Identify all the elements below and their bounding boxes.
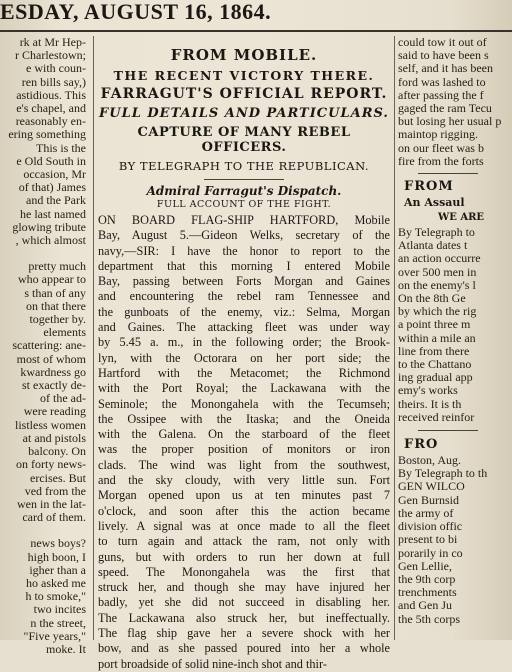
article-line: The Lackawana also struck her, but ineffectually.	[98, 610, 390, 625]
left-column-line: , which almost	[15, 233, 86, 248]
article-line: badly, yet she did not succeed in disabling her.	[98, 595, 390, 610]
left-column-line: n the street,	[30, 615, 86, 630]
right-top-text	[398, 36, 512, 168]
left-column-line: st exactly de-	[22, 378, 86, 393]
right-column-line: ing gradual app	[398, 370, 473, 385]
right-column-line: Boston, Aug.	[398, 453, 462, 468]
subhead-dispatch: Admiral Farragut's Dispatch.	[146, 184, 342, 198]
article-line: Bay, August 5.—Gideon Welks, secretary of the	[98, 228, 390, 243]
headline-from-mobile: FROM MOBILE.	[170, 46, 318, 64]
right-column	[398, 36, 512, 640]
right-column-line: porarily in co	[398, 545, 463, 560]
article-line: and Gaines. The attacking fleet was under way	[98, 320, 390, 335]
right-column-line: By Telegraph to th	[398, 466, 488, 481]
left-column-line: glowing tribute	[12, 219, 86, 234]
article-line: bow, and as she passed poured into her a whole	[98, 641, 390, 656]
right-column-line: division offic	[398, 519, 463, 534]
article-line: and encountering the rebel ram Tennessee and	[98, 289, 390, 304]
right-column-line: Gen Burnsid	[398, 492, 459, 507]
headline-by-telegraph: BY TELEGRAPH TO THE REPUBLICAN.	[118, 159, 370, 173]
right-column-line: on the enemy's l	[398, 277, 476, 292]
right-column-line: maintop rigging.	[398, 127, 478, 142]
article-line: The flag ship gave her a severe shock with her	[98, 626, 390, 641]
article-line: Bay, passing between Forts Morgan and Gaines	[98, 274, 390, 289]
article-line: the gunboats of the enemy, viz.: Selma, Morgan	[98, 304, 390, 319]
article-line: Seminole; the Monongahela with the Tecumseh;	[98, 396, 390, 411]
article-line: by 5.45 a. m., in the following order; the Brook-	[98, 335, 390, 350]
article-line: was the proper position of monitors or iron	[98, 442, 390, 457]
right-mid-text	[398, 226, 512, 424]
left-column-line: e's chapel, and	[16, 101, 86, 116]
left-column-line: high boon, I	[27, 549, 86, 564]
article-line: lively. A signal was at once made to all the fleet	[98, 518, 390, 533]
left-column-line: scattering: ane-	[12, 338, 86, 353]
headline-full-details: FULL DETAILS AND PARTICULARS.	[99, 106, 389, 121]
left-column-line: of the ad-	[40, 391, 86, 406]
right-headline-from: FROM	[404, 179, 454, 195]
left-column-line: astidious. This	[16, 87, 86, 102]
right-column-line: an action occurre	[398, 251, 481, 266]
right-headline-fro: FRO	[404, 437, 439, 453]
left-column-line: ering something	[8, 127, 86, 142]
right-column-line: On the 8th Ge	[398, 291, 466, 306]
left-column-line: ho asked me	[26, 575, 86, 590]
left-column-line: ved from the	[24, 483, 86, 498]
left-column-line: news boys?	[30, 536, 86, 551]
article-line: lyn, with the Octorara on her port side; the	[98, 350, 390, 365]
left-column-line: were reading	[23, 404, 86, 419]
left-column-line: at and pistols	[22, 430, 86, 445]
right-column-line: within a mile an	[398, 330, 476, 345]
left-column-line: together by.	[29, 312, 86, 327]
right-column-line: the army of	[398, 505, 454, 520]
masthead-date: ESDAY, AUGUST 16, 1864.	[0, 0, 272, 24]
left-column-line: who appear to	[18, 272, 86, 287]
right-column-line: to the Chattano	[398, 357, 472, 372]
left-column-line: s than of any	[24, 285, 86, 300]
article-line: port broadside of solid nine-inch shot and thir-	[98, 656, 327, 671]
right-column-line: said to have been s	[398, 48, 489, 63]
column-rule-right	[394, 36, 395, 640]
article-line: struck her, and though she may have injured her	[98, 580, 390, 595]
left-column-line: pretty much	[28, 259, 86, 274]
left-column-line: reasonably en-	[15, 114, 86, 129]
left-column-line: e Old South in	[16, 153, 86, 168]
left-column-line: on forty news-	[16, 457, 86, 472]
right-headline-assault: An Assaul	[404, 196, 465, 210]
right-column-line: ford was lashed to	[398, 74, 486, 89]
masthead-rule	[0, 30, 512, 32]
right-divider	[418, 173, 478, 174]
left-column-line: elements	[43, 325, 86, 340]
right-headline-we-are: WE ARE	[438, 212, 485, 224]
article-line: navy,—SIR: I have the honor to report to the	[98, 243, 390, 258]
article-line: the Ossipee with the Itaska; and the Oneida	[98, 411, 390, 426]
right-column-line: received reinfor	[398, 409, 475, 424]
left-column-line: two incites	[33, 602, 86, 617]
right-column-line: could tow it out of	[398, 35, 487, 49]
right-column-line: after passing the f	[398, 87, 484, 102]
left-column-line: This is the	[36, 140, 86, 155]
left-column-line: ercises. But	[30, 470, 86, 485]
left-column-line: occasion, Mr	[23, 167, 86, 182]
article-body	[98, 213, 390, 672]
right-divider-2	[418, 430, 478, 431]
article-line: Morgan opened upon us at ten minutes past 7	[98, 488, 390, 503]
left-column-line: on that there	[26, 298, 86, 313]
right-column-line: Atlanta dates t	[398, 238, 468, 253]
right-column-line: present to bi	[398, 532, 458, 547]
left-column-line: listless women	[15, 417, 86, 432]
article-line: o'clock, and soon after this the action became	[98, 503, 390, 518]
right-column-line: emy's works	[398, 383, 458, 398]
left-column-line: ren bills say,)	[21, 74, 86, 89]
section-divider	[204, 179, 284, 180]
right-column-line: but losing her usual p	[398, 114, 502, 129]
left-column-line: of that) James	[18, 180, 86, 195]
right-column-line: GEN WILCO	[398, 479, 465, 494]
left-column-line: h to smoke,"	[25, 589, 86, 604]
center-column	[98, 36, 390, 671]
article-line: to turn again and attack the ram, not only with	[98, 534, 390, 549]
article-line: department that this morning I entered Mobile	[98, 258, 390, 273]
right-column-line: Gen Lellie,	[398, 558, 452, 573]
right-column-line: over 500 men in	[398, 264, 477, 279]
right-column-line: on our fleet was b	[398, 140, 484, 155]
article-line: clads. The wind was light from the southwest,	[98, 457, 390, 472]
right-column-line: by which the rig	[398, 304, 477, 319]
left-column-line: balcony. On	[28, 444, 86, 459]
article-line: with the Galena. On the starboard of the fleet	[98, 427, 390, 442]
headline-recent-victory: THE RECENT VICTORY THERE.	[113, 68, 375, 83]
left-column-line: and the Park	[26, 193, 86, 208]
headline-capture: CAPTURE OF MANY REBEL OFFICERS.	[137, 125, 351, 155]
article-line: with the Port Royal; the Lackawana with the	[98, 381, 390, 396]
left-column	[0, 35, 88, 656]
right-column-line: self, and it has been	[398, 61, 493, 76]
left-column-line: e with coun-	[26, 61, 86, 76]
left-column-line: he last named	[20, 206, 86, 221]
left-column-line: card of them.	[22, 510, 86, 525]
right-column-line: trenchments	[398, 585, 457, 600]
article-line: ON BOARD FLAG-SHIP HARTFORD, Mobile	[98, 213, 390, 227]
left-column-line: "Five years,"	[23, 628, 86, 643]
left-column-line: rk at Mr Hep-	[19, 35, 86, 49]
right-column-line: fire from the forts	[398, 153, 484, 168]
subhead-full-account: FULL ACCOUNT OF THE FIGHT.	[156, 199, 332, 210]
left-column-line: wen in the lat-	[17, 496, 86, 511]
right-column-line: gaged the ram Tecu	[398, 101, 492, 116]
left-column-line: igher than a	[29, 562, 86, 577]
left-column-line: most of whom	[16, 351, 86, 366]
left-column-line: moke. It	[46, 641, 86, 656]
right-column-line: line from there	[398, 343, 470, 358]
right-bottom-text	[398, 454, 512, 626]
right-column-line: and Gen Ju	[398, 598, 452, 613]
left-column-line: kwardness go	[20, 364, 86, 379]
right-column-line: the 9th corp	[398, 571, 456, 586]
column-rule-left	[93, 36, 94, 640]
article-line: and the sky cloudy, with very little sun. Fort	[98, 473, 390, 488]
left-column-line: r Charlestown;	[15, 48, 86, 63]
right-column-line: theirs. It is th	[398, 396, 462, 411]
right-column-line: By Telegraph to	[398, 225, 475, 240]
article-line: guns, but with orders to run her down at full	[98, 549, 390, 564]
article-line: speed. The Monongahela was the first that	[98, 564, 390, 579]
headline-official-report: FARRAGUT'S OFFICIAL REPORT.	[100, 86, 388, 102]
right-column-line: the 5th corps	[398, 611, 460, 626]
article-line: Hartford with the Metacomet; the Richmond	[98, 365, 390, 380]
right-column-line: a point three m	[398, 317, 471, 332]
